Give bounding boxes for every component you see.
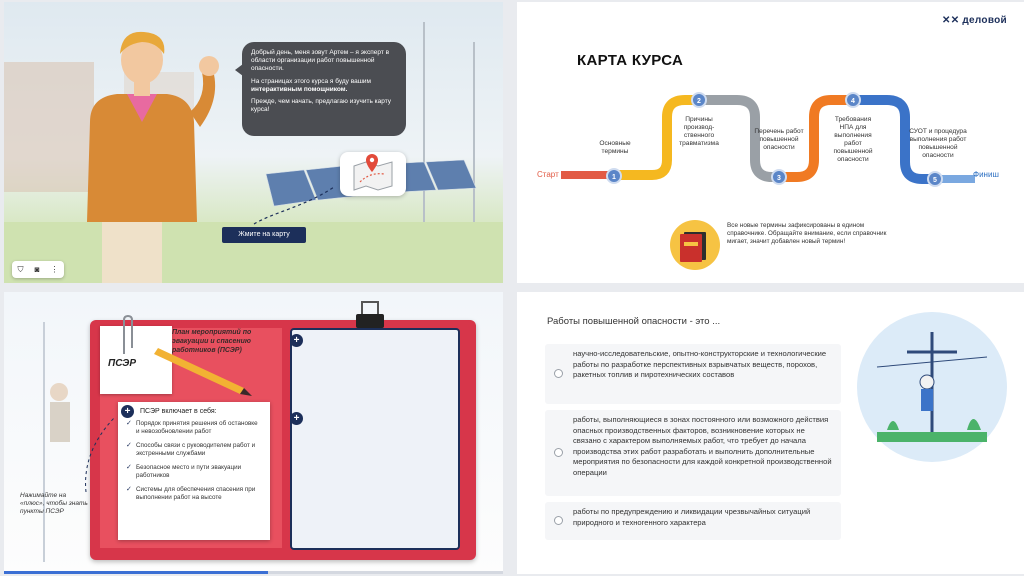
- list-heading: ПСЭР включает в себя:: [140, 408, 217, 415]
- start-label: Старт: [537, 170, 559, 179]
- list-item: [126, 464, 262, 480]
- finish-label: Финиш: [973, 170, 999, 179]
- page-title: КАРТА КУРСА: [577, 52, 684, 69]
- answer-option-text: работы, выполняющиеся в зонах постоянного или возможного действия опасных производственных факторов, возникновение которых не связано с характером выполняемых работ, что требует до начала производства этих работ разработать и выполнить дополнительные мероприятия по безопасности для каждой конкретной производственной операции: [573, 415, 832, 477]
- electric-worker-illustration: [857, 312, 1007, 462]
- logo-icon: ✕✕: [942, 15, 960, 26]
- node-5-label: СУОТ и процедура выполнения работ повышенной опасности: [909, 128, 967, 159]
- node-1-label: Основные термины: [599, 140, 631, 155]
- progress-fill: [4, 571, 268, 574]
- check-icon: ✓: [126, 486, 132, 493]
- pscr-label: ПСЭР: [108, 358, 137, 369]
- speech-line-2: [251, 78, 397, 94]
- map-icon: [340, 152, 406, 196]
- plan-title: План мероприятий по эвакуации и спасению работников (ПСЭР): [172, 329, 252, 354]
- list-item: [126, 486, 262, 502]
- radio-button[interactable]: [554, 448, 563, 457]
- progress-bar[interactable]: [4, 571, 503, 574]
- binder-clip-icon: [350, 300, 390, 330]
- camera-icon[interactable]: ◙: [34, 265, 40, 274]
- hint-text: Нажимайте на «плюс», чтобы знать пункты ПСЭР: [20, 492, 88, 515]
- node-1[interactable]: 1: [606, 168, 622, 184]
- answer-option-text: работы по предупреждению и ликвидации чрезвычайных ситуаций природного и техногенного характера: [573, 507, 811, 527]
- bookmark-icon[interactable]: ⛉: [17, 264, 24, 274]
- evacuation-plan-slide: [4, 292, 503, 574]
- intro-slide: [4, 2, 503, 283]
- node-4-label: Требования НПА для выполнения работ повышенной опасности: [833, 116, 873, 163]
- check-icon: ✓: [126, 420, 132, 427]
- list-item: [126, 420, 262, 436]
- hint-arrow: [80, 412, 120, 502]
- radio-button[interactable]: [554, 516, 563, 525]
- radio-button[interactable]: [554, 369, 563, 378]
- more-icon[interactable]: ⋮: [50, 265, 59, 274]
- question-title: Работы повышенной опасности - это ...: [547, 316, 721, 327]
- glossary-note: Все новые термины зафиксированы в едином справочнике. Обращайте внимание, если справочник мигает, значит добавлен новый термин!: [727, 222, 887, 245]
- node-3[interactable]: 3: [771, 169, 787, 185]
- glossary-button[interactable]: [670, 220, 720, 270]
- folder-right-page: [290, 328, 460, 550]
- answer-option-1[interactable]: [545, 344, 841, 404]
- plus-button-right-top[interactable]: +: [290, 334, 303, 347]
- plus-button-left[interactable]: +: [121, 405, 134, 418]
- press-map-button[interactable]: Жмите на карту: [222, 227, 306, 243]
- speech-bubble: [242, 42, 406, 136]
- speech-line-2-bold: интерактивным помощником.: [251, 85, 348, 93]
- answer-option-2[interactable]: [545, 410, 841, 496]
- player-controls: [12, 261, 64, 278]
- speech-line-1: Добрый день, меня зовут Артем – я эксперт в области организации работ повышенной опасности.: [251, 49, 390, 73]
- list-item-text: Порядок принятия решения об остановке и невозобновлении работ: [136, 420, 258, 435]
- check-icon: ✓: [126, 442, 132, 449]
- list-item-text: Безопасное место и пути эвакуации работников: [136, 464, 242, 479]
- assistant-character: [72, 2, 232, 283]
- node-2[interactable]: 2: [691, 92, 707, 108]
- power-line-worker-icon: [857, 312, 1007, 462]
- answer-option-3[interactable]: [545, 502, 841, 540]
- book-icon: [670, 220, 720, 270]
- node-3-label: Перечень работ повышенной опасности: [754, 128, 804, 151]
- speech-line-3: Прежде, чем начать, предлагаю изучить карту курса!: [251, 98, 392, 114]
- pscr-list-card: [118, 402, 270, 540]
- list-item: [126, 442, 262, 458]
- node-2-label: Причины производ-ственного травматизма: [679, 116, 719, 147]
- speech-line-2-text: На страницах этого курса я буду вашим: [251, 77, 372, 85]
- answer-option-text: научно-исследовательские, опытно-конструкторские и технологические работы по разработке перспективных взрывчатых веществ, порохов, ракетных топлив и пиротехнических составов: [573, 349, 827, 379]
- node-4[interactable]: 4: [845, 92, 861, 108]
- quiz-slide: [517, 292, 1024, 574]
- logo-text: деловой: [962, 15, 1007, 26]
- course-map-card[interactable]: [340, 152, 406, 196]
- plus-button-right-mid[interactable]: +: [290, 412, 303, 425]
- list-item-text: Способы связи с руководителем работ и экстренными службами: [136, 442, 256, 457]
- node-5[interactable]: 5: [927, 171, 943, 187]
- course-map-slide: [517, 2, 1024, 283]
- list-item-text: Системы для обеспечения спасения при выполнении работ на высоте: [136, 486, 256, 501]
- check-icon: ✓: [126, 464, 132, 471]
